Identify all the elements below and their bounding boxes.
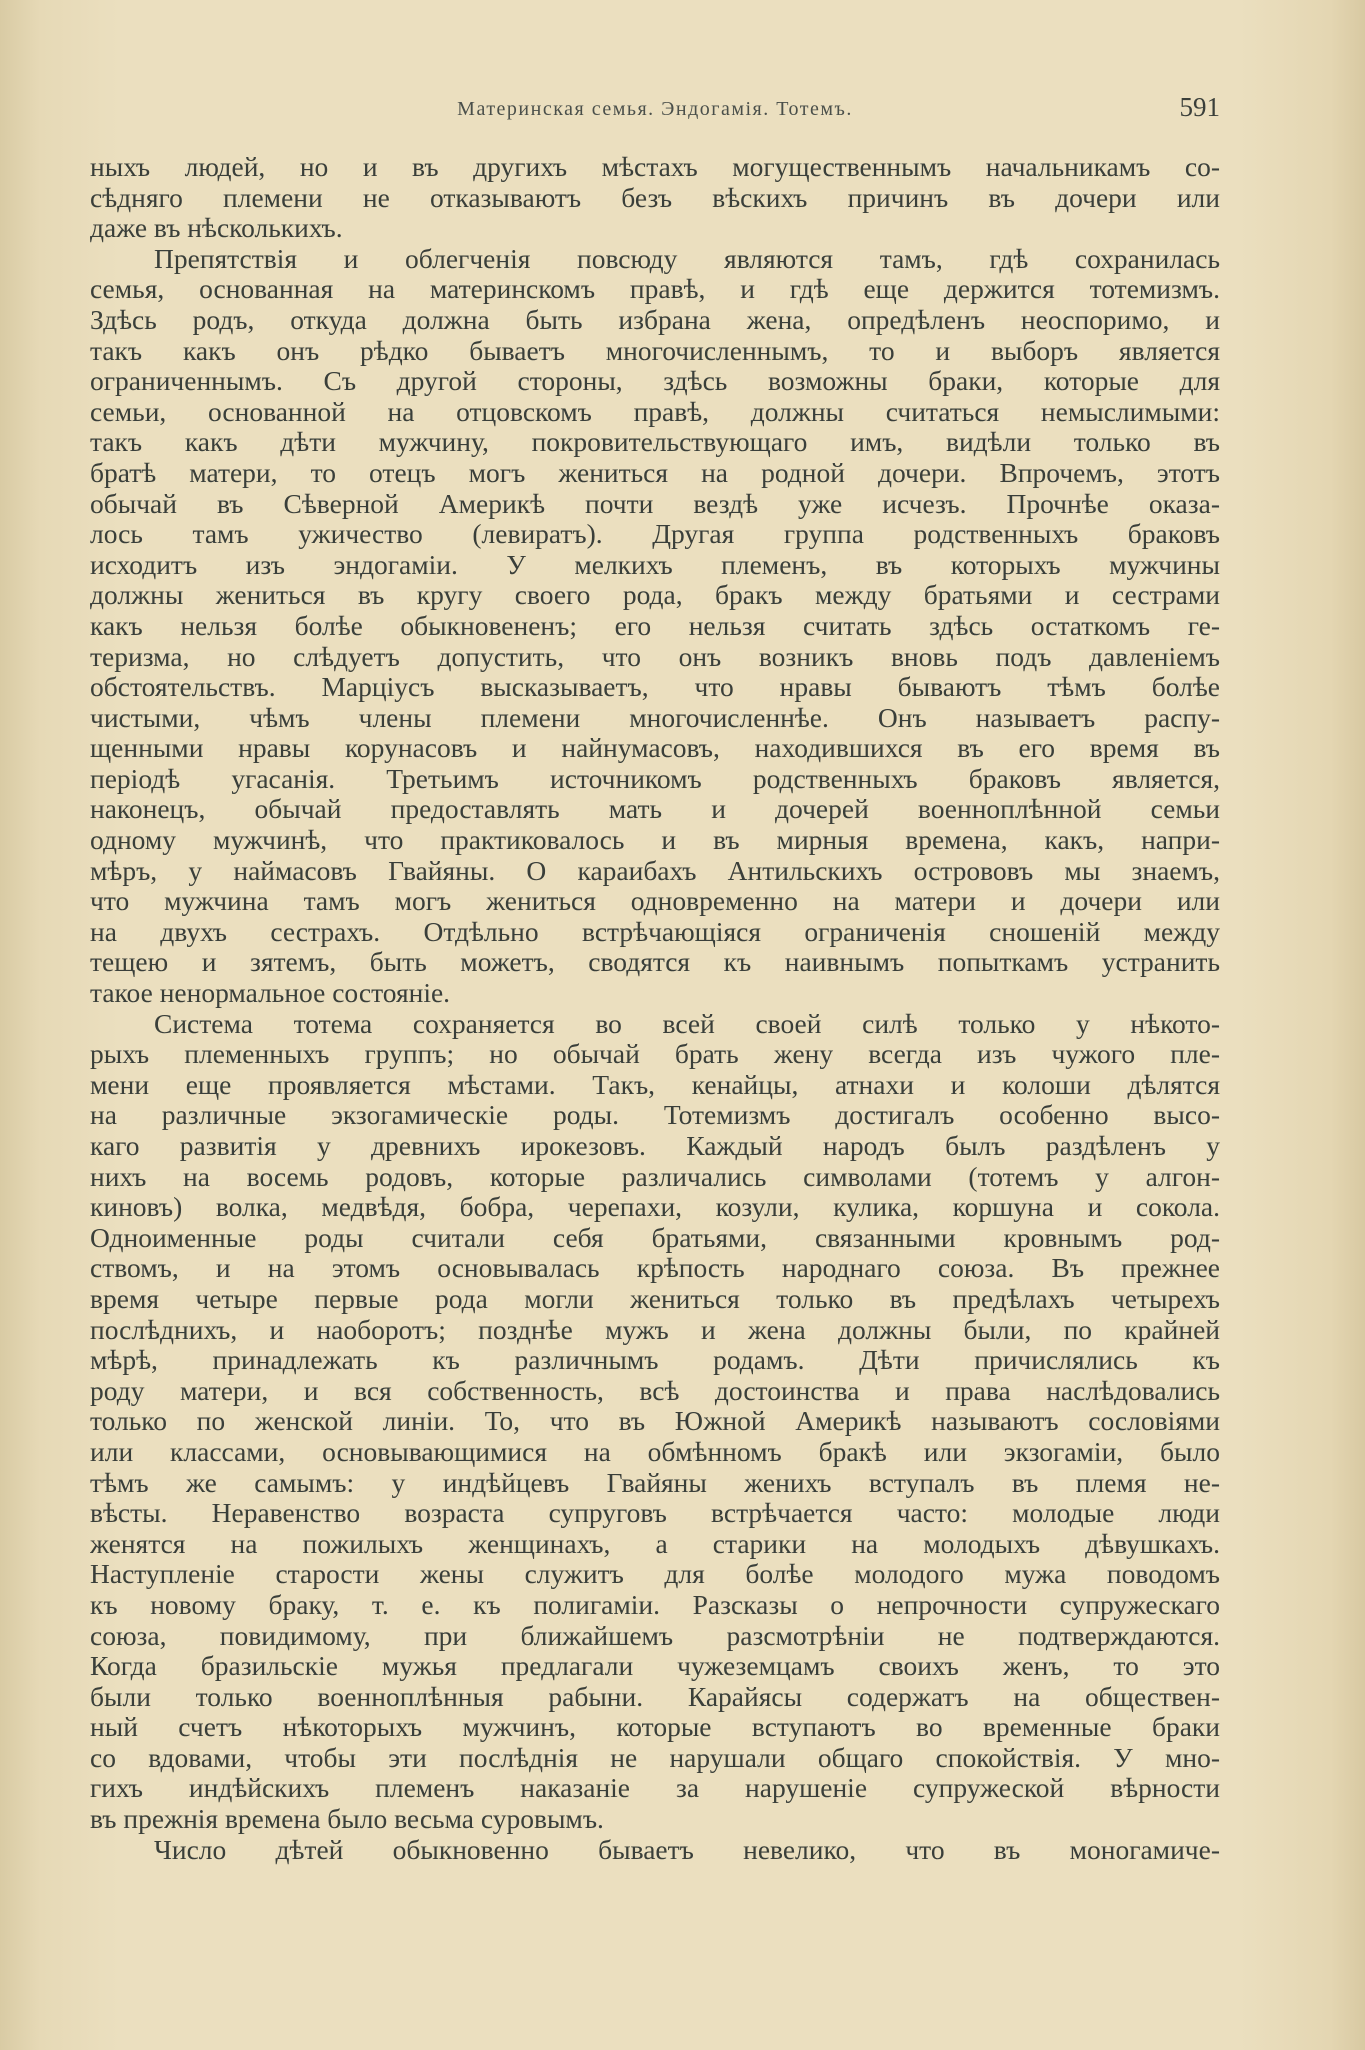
text-line: одному мужчинѣ, что практиковалось и въ мирныя времена, какъ, напри-	[90, 825, 1220, 856]
text-line: мѣрѣ, принадлежать къ различнымъ родамъ. Дѣти причислялись къ	[90, 1345, 1220, 1376]
text-line: киновъ) волка, медвѣдя, бобра, черепахи, козули, кулика, коршуна и сокола.	[90, 1192, 1220, 1223]
text-line: женятся на пожилыхъ женщинахъ, а старики на молодыхъ дѣвушкахъ.	[90, 1528, 1220, 1559]
text-line: должны жениться въ кругу своего рода, бракъ между братьями и сестрами	[90, 580, 1220, 611]
text-line: Когда бразильскіе мужья предлагали чужеземцамъ своихъ женъ, то это	[90, 1651, 1220, 1682]
text-line: Система тотема сохраняется во всей своей силѣ только у нѣкото-	[154, 1008, 1220, 1039]
text-line: вѣсты. Неравенство возраста супруговъ встрѣчается часто: молодые люди	[90, 1498, 1220, 1529]
text-line: ограниченнымъ. Съ другой стороны, здѣсь возможны браки, которые для	[90, 366, 1220, 397]
text-line: лось тамъ ужичество (левиратъ). Другая группа родственныхъ браковъ	[90, 519, 1220, 550]
text-line: время четыре первые рода могли жениться только въ предѣлахъ четырехъ	[90, 1283, 1220, 1314]
text-line: исходитъ изъ эндогаміи. У мелкихъ племенъ, въ которыхъ мужчины	[90, 549, 1220, 580]
text-line: Здѣсь родъ, откуда должна быть избрана жена, опредѣленъ неоспоримо, и	[90, 304, 1220, 335]
text-line: какъ нельзя болѣе обыкновененъ; его нельзя считать здѣсь остаткомъ ге-	[90, 610, 1220, 641]
text-line: ствомъ, и на этомъ основывалась крѣпость народнаго союза. Въ прежнее	[90, 1253, 1220, 1284]
text-line: тещею и зятемъ, быть можетъ, сводятся къ наивнымъ попыткамъ устранить	[90, 947, 1220, 978]
text-line: въ прежнія времена было весьма суровымъ.	[90, 1804, 604, 1835]
text-line: тѣмъ же самымъ: у индѣйцевъ Гвайяны женихъ вступалъ въ племя не-	[90, 1467, 1220, 1498]
body-text	[90, 152, 1220, 1865]
text-line: семьи, основанной на отцовскомъ правѣ, должны считаться немыслимыми:	[90, 396, 1220, 427]
page-number: 591	[1179, 92, 1220, 122]
text-line: такое ненормальное состояніе.	[90, 978, 451, 1009]
text-line: мени еще проявляется мѣстами. Такъ, кенайцы, атнахи и колоши дѣлятся	[90, 1069, 1220, 1100]
text-line: сѣдняго племени не отказываютъ безъ вѣскихъ причинъ въ дочери или	[90, 182, 1220, 213]
text-line: періодѣ угасанія. Третьимъ источникомъ родственныхъ браковъ является,	[90, 763, 1220, 794]
text-line: только по женской линіи. То, что въ Южной Америкѣ называютъ сословіями	[90, 1406, 1220, 1437]
text-line: наконецъ, обычай предоставлять мать и дочерей военноплѣнной семьи	[90, 794, 1220, 825]
text-line: теризма, но слѣдуетъ допустить, что онъ возникъ вновь подъ давленіемъ	[90, 641, 1220, 672]
text-line: братѣ матери, то отецъ могъ жениться на родной дочери. Впрочемъ, этотъ	[90, 457, 1220, 488]
text-line: ныхъ людей, но и въ другихъ мѣстахъ могущественнымъ начальникамъ со-	[90, 152, 1220, 182]
text-line: роду матери, и вся собственность, всѣ достоинства и права наслѣдовались	[90, 1375, 1220, 1406]
text-line: даже въ нѣсколькихъ.	[90, 213, 343, 244]
text-line: обстоятельствъ. Марціусъ высказываетъ, что нравы бываютъ тѣмъ болѣе	[90, 672, 1220, 703]
text-line: Препятствія и облегченія повсюду являются тамъ, гдѣ сохранилась	[154, 243, 1220, 274]
text-line: союза, повидимому, при ближайшемъ разсмотрѣніи не подтверждаются.	[90, 1620, 1220, 1651]
text-line: семья, основанная на материнскомъ правѣ, и гдѣ еще держится тотемизмъ.	[90, 274, 1220, 305]
text-line: на двухъ сестрахъ. Отдѣльно встрѣчающіяся ограниченія сношеній между	[90, 916, 1220, 947]
text-line: мѣръ, у наймасовъ Гвайяны. О караибахъ Антильскихъ острововъ мы знаемъ,	[90, 855, 1220, 886]
text-line: со вдовами, чтобы эти послѣднія не нарушали общаго спокойствія. У мно-	[90, 1742, 1220, 1773]
text-line: на различные экзогамическіе роды. Тотемизмъ достигалъ особенно высо-	[90, 1100, 1220, 1131]
text-line: щенными нравы корунасовъ и найнумасовъ, находившихся въ его время въ	[90, 733, 1220, 764]
text-line: каго развитія у древнихъ ирокезовъ. Каждый народъ былъ раздѣленъ у	[90, 1131, 1220, 1161]
text-line: ный счетъ нѣкоторыхъ мужчинъ, которые вступаютъ во временные браки	[90, 1712, 1220, 1743]
text-line: рыхъ племенныхъ группъ; но обычай брать жену всегда изъ чужого пле-	[90, 1039, 1220, 1070]
text-line: обычай въ Сѣверной Америкѣ почти вездѣ уже исчезъ. Прочнѣе оказа-	[90, 488, 1220, 519]
text-line: что мужчина тамъ могъ жениться одновременно на матери и дочери или	[90, 886, 1220, 917]
text-line: Одноименные роды считали себя братьями, связанными кровнымъ род-	[90, 1222, 1220, 1253]
text-line: Число дѣтей обыкновенно бываетъ невелико, что въ моногамиче-	[154, 1834, 1220, 1865]
text-line: были только военноплѣнныя рабыни. Карайясы содержатъ на обществен-	[90, 1681, 1220, 1712]
text-line: чистыми, чѣмъ члены племени многочисленнѣе. Онъ называетъ распу-	[90, 702, 1220, 733]
text-line: гихъ индѣйскихъ племенъ наказаніе за нарушеніе супружеской вѣрности	[90, 1773, 1220, 1804]
page-header	[90, 92, 1220, 132]
running-head: Материнская семья. Эндогамія. Тотемъ.	[457, 98, 853, 120]
text-line: такъ какъ дѣти мужчину, покровительствующаго имъ, видѣли только въ	[90, 427, 1220, 458]
text-line: послѣднихъ, и наоборотъ; позднѣе мужъ и жена должны были, по крайней	[90, 1314, 1220, 1345]
text-line: такъ какъ онъ рѣдко бываетъ многочисленнымъ, то и выборъ является	[90, 335, 1220, 366]
text-line: или классами, основывающимися на обмѣнномъ бракѣ или экзогаміи, было	[90, 1436, 1220, 1467]
text-line: къ новому браку, т. е. къ полигаміи. Разсказы о непрочности супружескаго	[90, 1589, 1220, 1620]
text-line: Наступленіе старости жены служитъ для болѣе молодого мужа поводомъ	[90, 1559, 1220, 1590]
text-line: нихъ на восемь родовъ, которые различались символами (тотемъ у алгон-	[90, 1161, 1220, 1192]
